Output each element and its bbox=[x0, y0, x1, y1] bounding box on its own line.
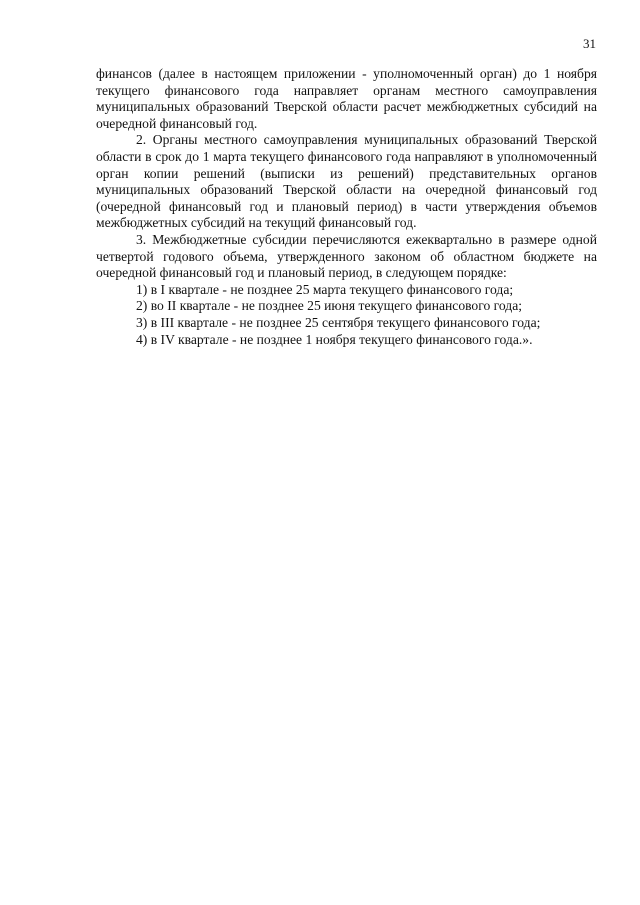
list-item-3: 3) в III квартале - не позднее 25 сентября текущего финансового года; bbox=[136, 314, 541, 330]
paragraph-3: 3. Межбюджетные субсидии перечисляются ежеквартально в размере одной четвертой годового объема, утвержденного законом об областном бюджете на очередной финансовый год и плановый период, в следующем порядке: bbox=[96, 231, 597, 281]
list-item-2: 2) во II квартале - не позднее 25 июня текущего финансового года; bbox=[136, 298, 523, 314]
paragraph-2: 2. Органы местного самоуправления муниципальных образований Тверской области в срок до 1 марта текущего финансового года направляют в уполномоченный орган копии решений (выписки из решений) представительных органов муниципальных образований Тверской области на очередной финансовый год (очередной финансовый год и плановый период) в части утверждения объемов межбюджетных субсидий на текущий финансовый год. bbox=[96, 132, 597, 231]
document-body bbox=[96, 66, 597, 348]
list-item-1: 1) в I квартале - не позднее 25 марта текущего финансового года; bbox=[136, 281, 514, 297]
list-item-4: 4) в IV квартале - не позднее 1 ноября текущего финансового года.». bbox=[136, 331, 533, 347]
page-number: 31 bbox=[583, 36, 596, 51]
paragraph-1: финансов (далее в настоящем приложении - уполномоченный орган) до 1 ноября текущего финансового года направляет органам местного самоуправления муниципальных образований Тверской области расчет межбюджетных субсидий на очередной финансовый год. bbox=[96, 66, 597, 131]
